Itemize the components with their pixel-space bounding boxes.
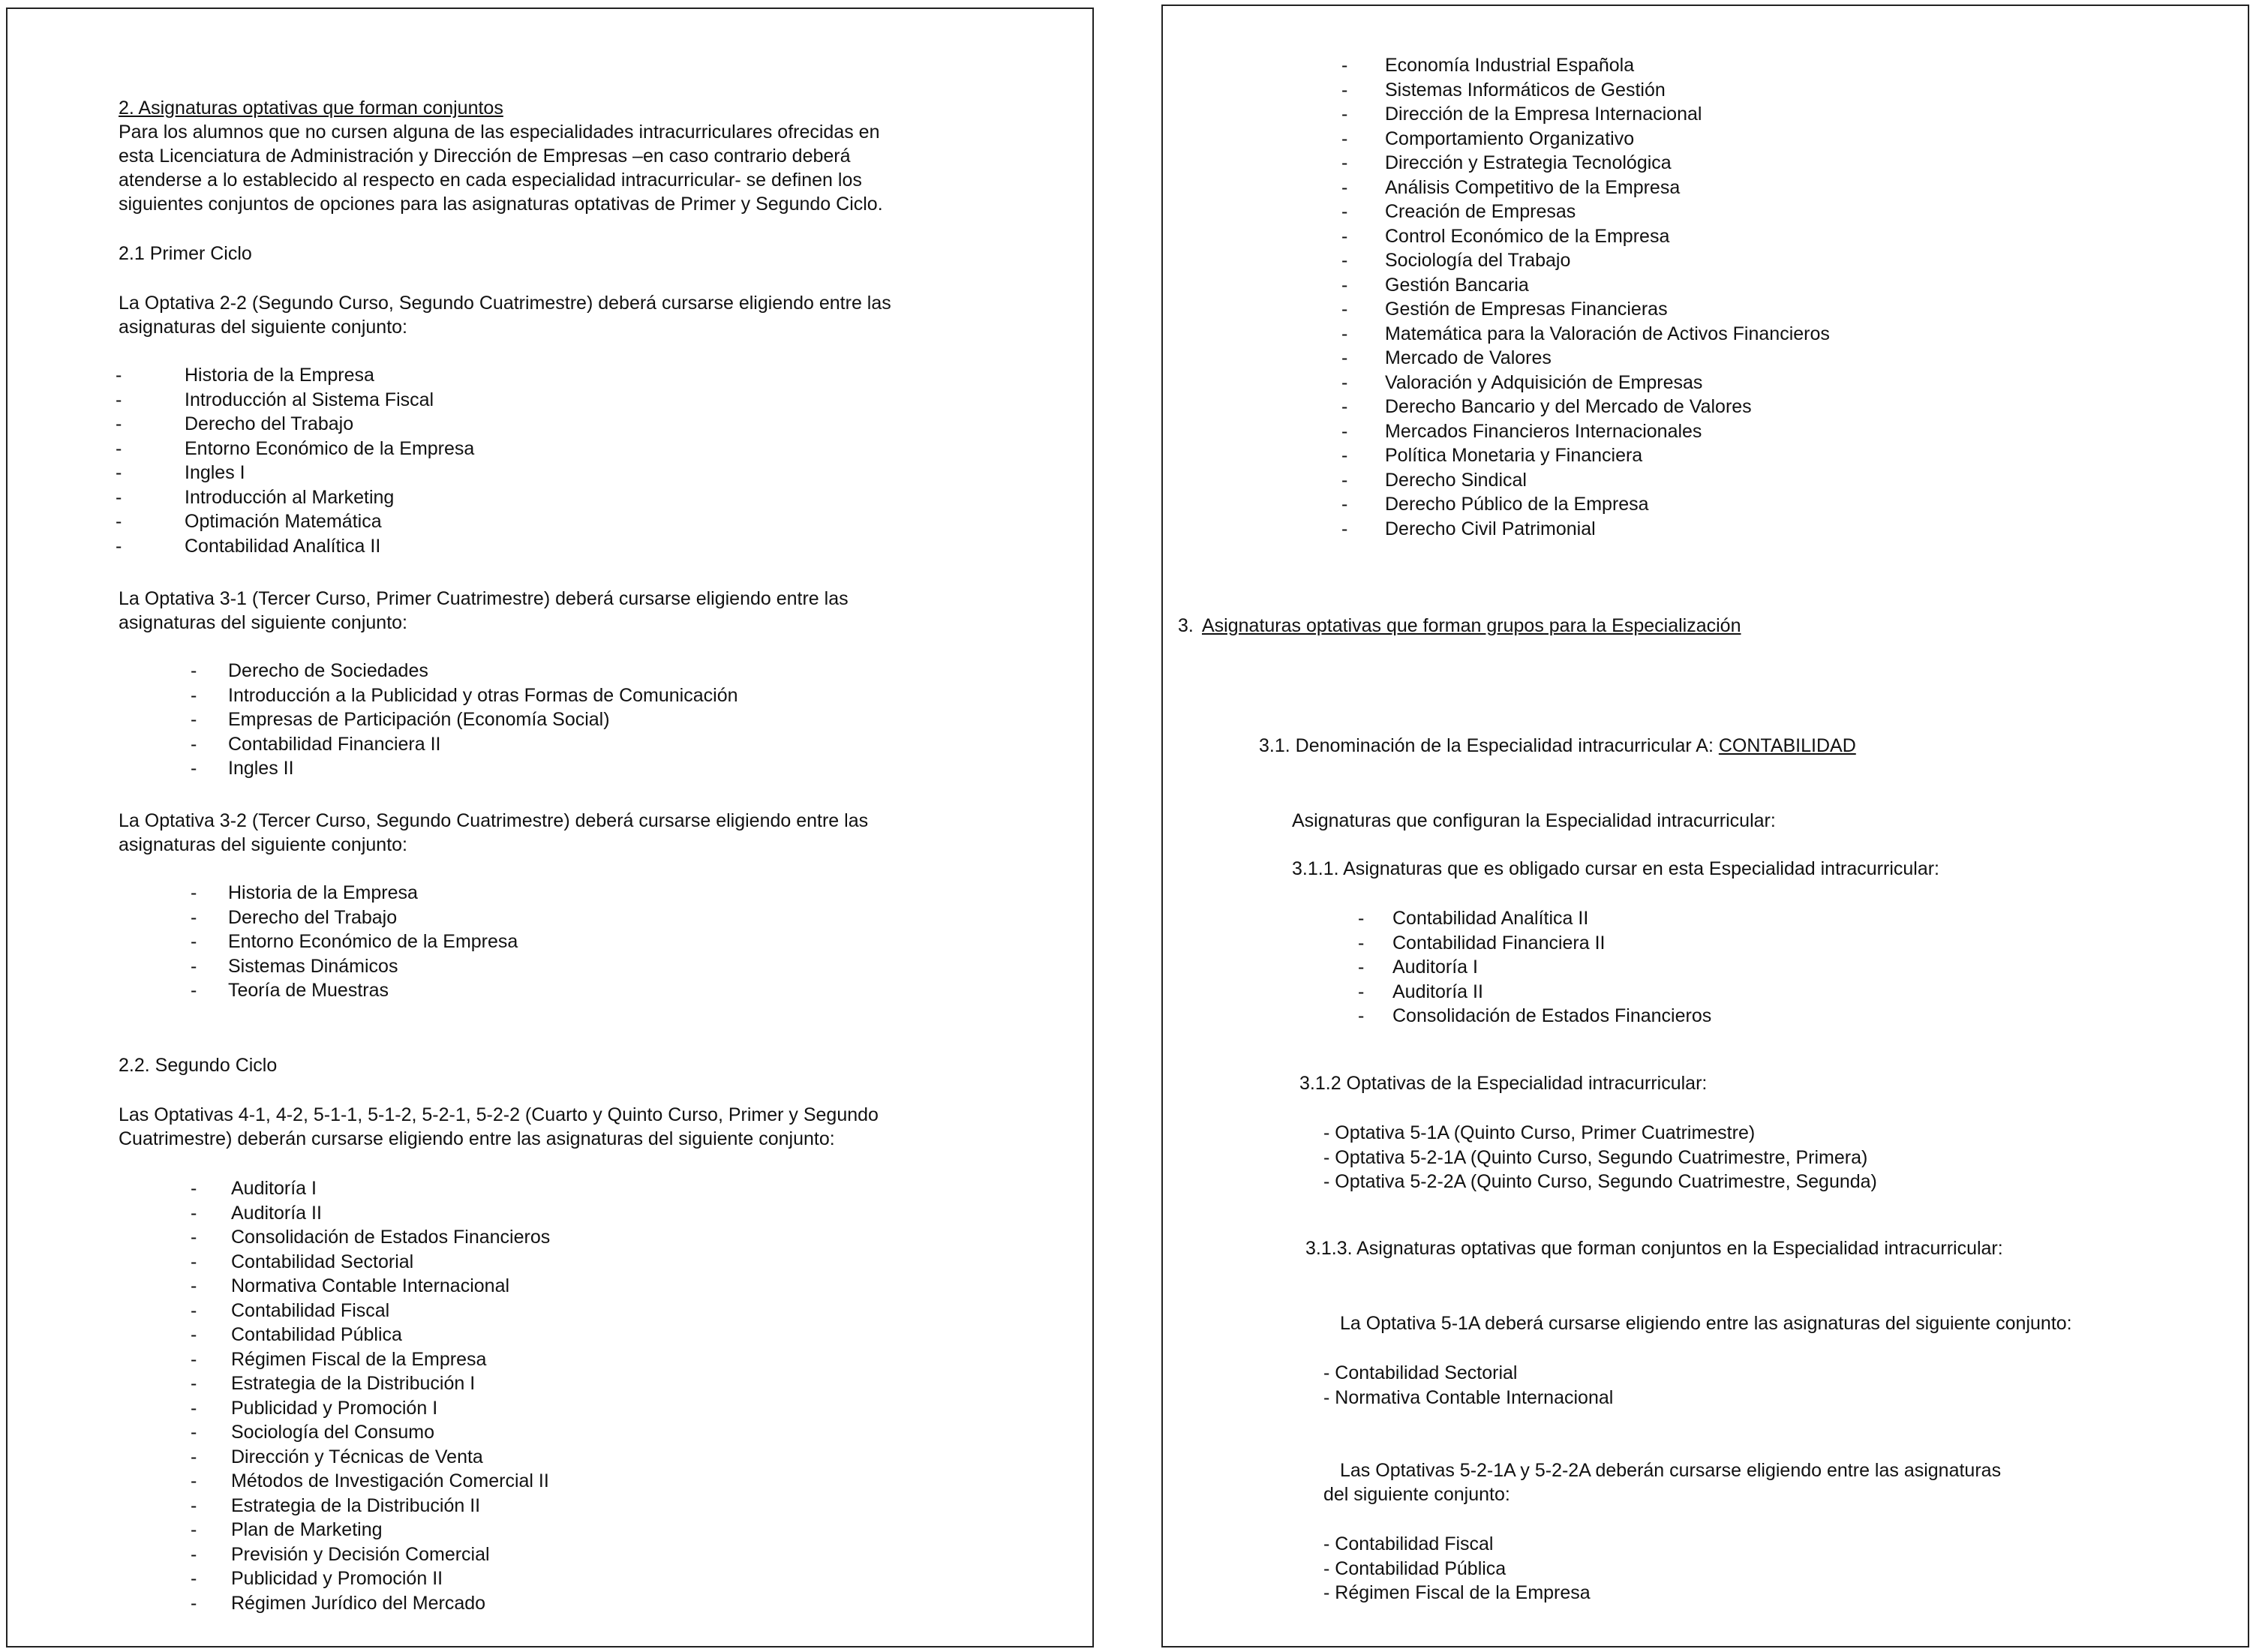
- list-item: - Política Monetaria y Financiera: [1341, 445, 1643, 466]
- optativa-5-1a-intro: La Optativa 5-1A deberá cursarse eligiendo entre las asignaturas del siguiente conjunto:: [1340, 1313, 2072, 1334]
- list-item: - Contabilidad Sectorial: [191, 1251, 414, 1272]
- intro-line-3: atenderse a lo establecido al respecto en cada especialidad intracurricular- se definen los: [119, 170, 862, 191]
- list-item: - Publicidad y Promoción II: [191, 1568, 443, 1589]
- subsection-2-2-title: 2.2. Segundo Ciclo: [119, 1055, 278, 1076]
- list-item: - Derecho de Sociedades: [191, 660, 428, 681]
- list-item: - Contabilidad Financiera II: [191, 733, 441, 755]
- list-item: - Métodos de Investigación Comercial II: [191, 1470, 549, 1491]
- list-item: - Régimen Jurídico del Mercado: [191, 1592, 486, 1614]
- list-item: - Régimen Fiscal de la Empresa: [1323, 1582, 1591, 1603]
- list-item: - Derecho Sindical: [1341, 469, 1527, 491]
- list-item: - Introducción al Sistema Fiscal: [116, 389, 434, 410]
- optativa-4-intro-2: Cuatrimestre) deberán cursarse eligiendo entre las asignaturas del siguiente conjunto:: [119, 1128, 835, 1149]
- list-item: - Valoración y Adquisición de Empresas: [1341, 371, 1703, 393]
- mandatory-subject-list: [1358, 906, 1712, 1029]
- intro-line-1: Para los alumnos que no cursen alguna de las especialidades intracurriculares ofrecidas en: [119, 122, 880, 143]
- list-item: - Régimen Fiscal de la Empresa: [191, 1348, 487, 1370]
- list-item: - Derecho Civil Patrimonial: [1341, 518, 1596, 539]
- list-item: - Auditoría II: [191, 1202, 322, 1224]
- list-item: - Estrategia de la Distribución I: [191, 1373, 476, 1394]
- list-item: - Normativa Contable Internacional: [1323, 1386, 1614, 1408]
- list-item: - Control Económico de la Empresa: [1341, 225, 1670, 247]
- list-item: - Derecho del Trabajo: [116, 413, 354, 434]
- specialty-optativas-list: [1323, 1121, 1877, 1194]
- list-item: - Optativa 5-2-2A (Quinto Curso, Segundo Cuatrimestre, Segunda): [1323, 1171, 1877, 1192]
- list-item: - Dirección de la Empresa Internacional: [1341, 104, 1702, 125]
- section-2-title: 2. Asignaturas optativas que forman conjuntos: [119, 98, 503, 119]
- specialty-config-heading: Asignaturas que configuran la Especialidad intracurricular:: [1292, 810, 1776, 831]
- list-item: - Gestión de Empresas Financieras: [1341, 299, 1668, 320]
- list-item: - Consolidación de Estados Financieros: [191, 1227, 551, 1248]
- list-item: - Historia de la Empresa: [191, 882, 418, 903]
- list-item: - Contabilidad Pública: [191, 1324, 402, 1345]
- list-item: - Normativa Contable Internacional: [191, 1275, 510, 1296]
- list-item: - Derecho Público de la Empresa: [1341, 494, 1649, 515]
- list-item: - Historia de la Empresa: [116, 365, 374, 386]
- optativa-3-1-intro-2: asignaturas del siguiente conjunto:: [119, 612, 407, 633]
- intro-line-4: siguientes conjuntos de opciones para las asignaturas optativas de Primer y Segundo Ciclo.: [119, 194, 883, 215]
- optativa-3-2-intro-2: asignaturas del siguiente conjunto:: [119, 834, 407, 855]
- list-item: - Mercados Financieros Internacionales: [1341, 420, 1702, 442]
- optativa-2-2-intro-1: La Optativa 2-2 (Segundo Curso, Segundo Cuatrimestre) deberá cursarse eligiendo entre las: [119, 293, 891, 314]
- list-item: - Ingles II: [191, 758, 294, 779]
- list-item: - Contabilidad Fiscal: [191, 1299, 390, 1321]
- list-item: - Entorno Económico de la Empresa: [191, 931, 518, 952]
- optativa-5-2-list: [1323, 1532, 1591, 1605]
- list-item: - Análisis Competitivo de la Empresa: [1341, 176, 1681, 198]
- list-item: - Ingles I: [116, 462, 245, 483]
- optativa-2-2-list: [116, 363, 475, 558]
- list-item: - Optativa 5-2-1A (Quinto Curso, Segundo Cuatrimestre, Primera): [1323, 1146, 1868, 1168]
- section-3-title: Asignaturas optativas que forman grupos para la Especialización: [1202, 615, 1741, 636]
- optativa-3-1-intro-1: La Optativa 3-1 (Tercer Curso, Primer Cuatrimestre) deberá cursarse eligiendo entre las: [119, 588, 849, 609]
- list-item: - Economía Industrial Española: [1341, 55, 1635, 76]
- list-item: - Estrategia de la Distribución II: [191, 1494, 481, 1516]
- list-item: - Optativa 5-1A (Quinto Curso, Primer Cuatrimestre): [1323, 1122, 1756, 1143]
- subsection-3-1-title: 3.1. Denominación de la Especialidad intracurricular A: CONTABILIDAD: [1259, 735, 1856, 756]
- continued-subject-list: [1341, 53, 1830, 541]
- list-item: - Matemática para la Valoración de Activos Financieros: [1341, 323, 1830, 344]
- list-item: - Dirección y Estrategia Tecnológica: [1341, 152, 1672, 173]
- document-page-right: [1161, 5, 2249, 1647]
- optativa-5-2-intro-2: del siguiente conjunto:: [1323, 1484, 1510, 1505]
- list-item: - Introducción al Marketing: [116, 486, 395, 508]
- list-item: - Optimación Matemática: [116, 511, 382, 532]
- list-item: - Sociología del Consumo: [191, 1422, 434, 1443]
- list-item: - Plan de Marketing: [191, 1519, 383, 1540]
- optativa-5-1a-list: [1323, 1361, 1613, 1410]
- subsection-2-1-title: 2.1 Primer Ciclo: [119, 243, 252, 264]
- list-item: - Previsión y Decisión Comercial: [191, 1543, 490, 1565]
- optativa-5-2-intro-1: Las Optativas 5-2-1A y 5-2-2A deberán cursarse eligiendo entre las asignaturas: [1340, 1460, 2002, 1481]
- list-item: - Derecho Bancario y del Mercado de Valores: [1341, 396, 1752, 417]
- list-item: - Mercado de Valores: [1341, 347, 1552, 368]
- list-item: - Contabilidad Analítica II: [116, 535, 381, 557]
- subsection-3-1-1-title: 3.1.1. Asignaturas que es obligado cursar en esta Especialidad intracurricular:: [1292, 858, 1940, 879]
- list-item: - Gestión Bancaria: [1341, 274, 1529, 296]
- list-item: - Sociología del Trabajo: [1341, 250, 1571, 271]
- list-item: - Sistemas Informáticos de Gestión: [1341, 79, 1666, 101]
- optativa-4-intro-1: Las Optativas 4-1, 4-2, 5-1-1, 5-1-2, 5-2-1, 5-2-2 (Cuarto y Quinto Curso, Primer y Segundo: [119, 1104, 879, 1125]
- intro-line-2: esta Licenciatura de Administración y Dirección de Empresas –en caso contrario deberá: [119, 146, 851, 167]
- list-item: - Creación de Empresas: [1341, 201, 1576, 222]
- list-item: - Auditoría II: [1358, 981, 1483, 1002]
- list-item: - Publicidad y Promoción I: [191, 1397, 438, 1419]
- list-item: - Empresas de Participación (Economía Social): [191, 709, 610, 730]
- optativa-3-2-list: [191, 881, 518, 1003]
- subsection-3-1-2-title: 3.1.2 Optativas de la Especialidad intracurricular:: [1299, 1073, 1708, 1094]
- list-item: - Comportamiento Organizativo: [1341, 128, 1635, 149]
- list-item: - Contabilidad Fiscal: [1323, 1533, 1494, 1554]
- list-item: - Sistemas Dinámicos: [191, 955, 398, 977]
- list-item: - Derecho del Trabajo: [191, 906, 398, 928]
- list-item: - Contabilidad Financiera II: [1358, 932, 1606, 954]
- document-page-left: [6, 8, 1094, 1647]
- subsection-3-1-3-title: 3.1.3. Asignaturas optativas que forman conjuntos en la Especialidad intracurricular:: [1305, 1238, 2003, 1259]
- list-item: - Contabilidad Sectorial: [1323, 1362, 1518, 1383]
- list-item: - Auditoría I: [1358, 957, 1478, 978]
- list-item: - Introducción a la Publicidad y otras Formas de Comunicación: [191, 684, 738, 706]
- optativa-2-2-intro-2: asignaturas del siguiente conjunto:: [119, 317, 407, 338]
- list-item: - Auditoría I: [191, 1178, 317, 1199]
- optativa-3-1-list: [191, 659, 738, 781]
- list-item: - Entorno Económico de la Empresa: [116, 437, 475, 459]
- section-3-number: 3.: [1178, 615, 1194, 636]
- list-item: - Contabilidad Analítica II: [1358, 908, 1589, 929]
- specialty-name: CONTABILIDAD: [1718, 735, 1856, 756]
- list-item: - Dirección y Técnicas de Venta: [191, 1446, 483, 1467]
- list-item: - Consolidación de Estados Financieros: [1358, 1005, 1712, 1026]
- list-item: - Contabilidad Pública: [1323, 1557, 1507, 1579]
- optativa-4-list: [191, 1176, 551, 1615]
- optativa-3-2-intro-1: La Optativa 3-2 (Tercer Curso, Segundo Cuatrimestre) deberá cursarse eligiendo entre las: [119, 810, 869, 831]
- list-item: - Teoría de Muestras: [191, 980, 389, 1001]
